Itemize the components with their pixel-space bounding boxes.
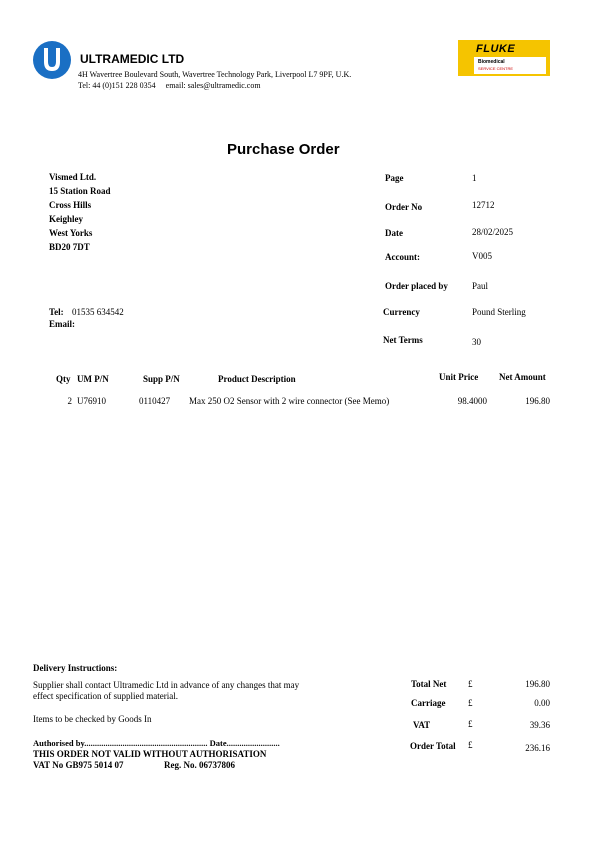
- total-net-value: 196.80: [525, 679, 550, 689]
- ultramedic-logo-icon: [32, 40, 72, 80]
- fluke-sub1: Biomedical: [478, 59, 505, 65]
- column-header-net-amount: Net Amount: [499, 372, 546, 382]
- row-unit-price: 98.4000: [457, 396, 487, 406]
- total-net-label: Total Net: [411, 679, 447, 689]
- column-header-unit-price: Unit Price: [439, 372, 479, 382]
- order-info-value: 1: [472, 173, 477, 183]
- carriage-label: Carriage: [411, 698, 446, 708]
- order-info-value: Paul: [472, 281, 489, 291]
- vat-currency: £: [468, 719, 473, 729]
- carriage-value: 0.00: [534, 698, 550, 708]
- order-info-label: Order placed by: [385, 281, 448, 291]
- column-header-qty: Qty: [56, 374, 71, 384]
- order-info-label: Currency: [383, 307, 420, 317]
- order-info-label: Account:: [385, 252, 420, 262]
- company-contact: Tel: 44 (0)151 228 0354 email: sales@ultramedic.com: [78, 81, 261, 90]
- total-net-currency: £: [468, 679, 473, 689]
- authorised-by-line: Authorised by.......................................................... Date.........................: [33, 738, 280, 748]
- order-info-value: 28/02/2025: [472, 227, 514, 237]
- row-supp-pn: 0110427: [139, 396, 171, 406]
- fluke-logo-text: FLUKE: [476, 43, 516, 55]
- order-total-currency: £: [468, 740, 473, 750]
- column-header-supp-pn: Supp P/N: [143, 374, 180, 384]
- order-info-label: Net Terms: [383, 335, 423, 345]
- order-info-value: 30: [472, 337, 481, 347]
- fluke-sub2: SERVICE CENTRE: [478, 66, 514, 71]
- vat-label: VAT: [413, 720, 431, 730]
- supplier-line: 15 Station Road: [49, 186, 111, 196]
- column-header-description: Product Description: [218, 374, 296, 384]
- column-header-um-pn: UM P/N: [77, 374, 109, 384]
- delivery-instructions-heading: Delivery Instructions:: [33, 663, 118, 673]
- company-address: 4H Wavertree Boulevard South, Wavertree Technology Park, Liverpool L7 9PF, U.K.: [78, 70, 352, 79]
- order-info-label: Page: [385, 173, 404, 183]
- not-valid-notice: THIS ORDER NOT VALID WITHOUT AUTHORISATION: [33, 749, 267, 759]
- supplier-line: West Yorks: [49, 228, 93, 238]
- supplier-line: Cross Hills: [49, 200, 92, 210]
- supplier-line: Keighley: [49, 214, 83, 224]
- supplier-email-label: Email:: [49, 319, 75, 329]
- order-info-value: V005: [472, 251, 492, 261]
- supplier-tel: 01535 634542: [72, 307, 124, 317]
- supplier-tel-label: Tel:: [49, 307, 64, 317]
- order-info-value: Pound Sterling: [472, 307, 526, 317]
- row-net-amount: 196.80: [525, 396, 550, 406]
- page-title: Purchase Order: [227, 141, 340, 158]
- order-total-value: 236.16: [525, 743, 550, 753]
- goods-in-note: Items to be checked by Goods In: [33, 714, 152, 724]
- registration-number: Reg. No. 06737806: [164, 760, 235, 770]
- supplier-notice-line2: effect specification of supplied material.: [33, 691, 179, 701]
- order-info-label: Order No: [385, 202, 423, 212]
- supplier-line: BD20 7DT: [49, 242, 90, 252]
- supplier-notice-line1: Supplier shall contact Ultramedic Ltd in advance of any changes that may: [33, 680, 300, 690]
- vat-number: VAT No GB975 5014 07: [33, 760, 124, 770]
- order-info-value: 12712: [472, 200, 495, 210]
- fluke-logo: [458, 40, 550, 76]
- supplier-line: Vismed Ltd.: [49, 172, 97, 182]
- row-um-pn: U76910: [77, 396, 106, 406]
- vat-value: 39.36: [529, 720, 550, 730]
- company-name: ULTRAMEDIC LTD: [80, 52, 185, 66]
- row-description: Max 250 O2 Sensor with 2 wire connector (See Memo): [189, 396, 390, 406]
- order-info-label: Date: [385, 228, 403, 238]
- order-total-label: Order Total: [410, 741, 456, 751]
- carriage-currency: £: [468, 698, 473, 708]
- row-qty: 2: [67, 396, 72, 406]
